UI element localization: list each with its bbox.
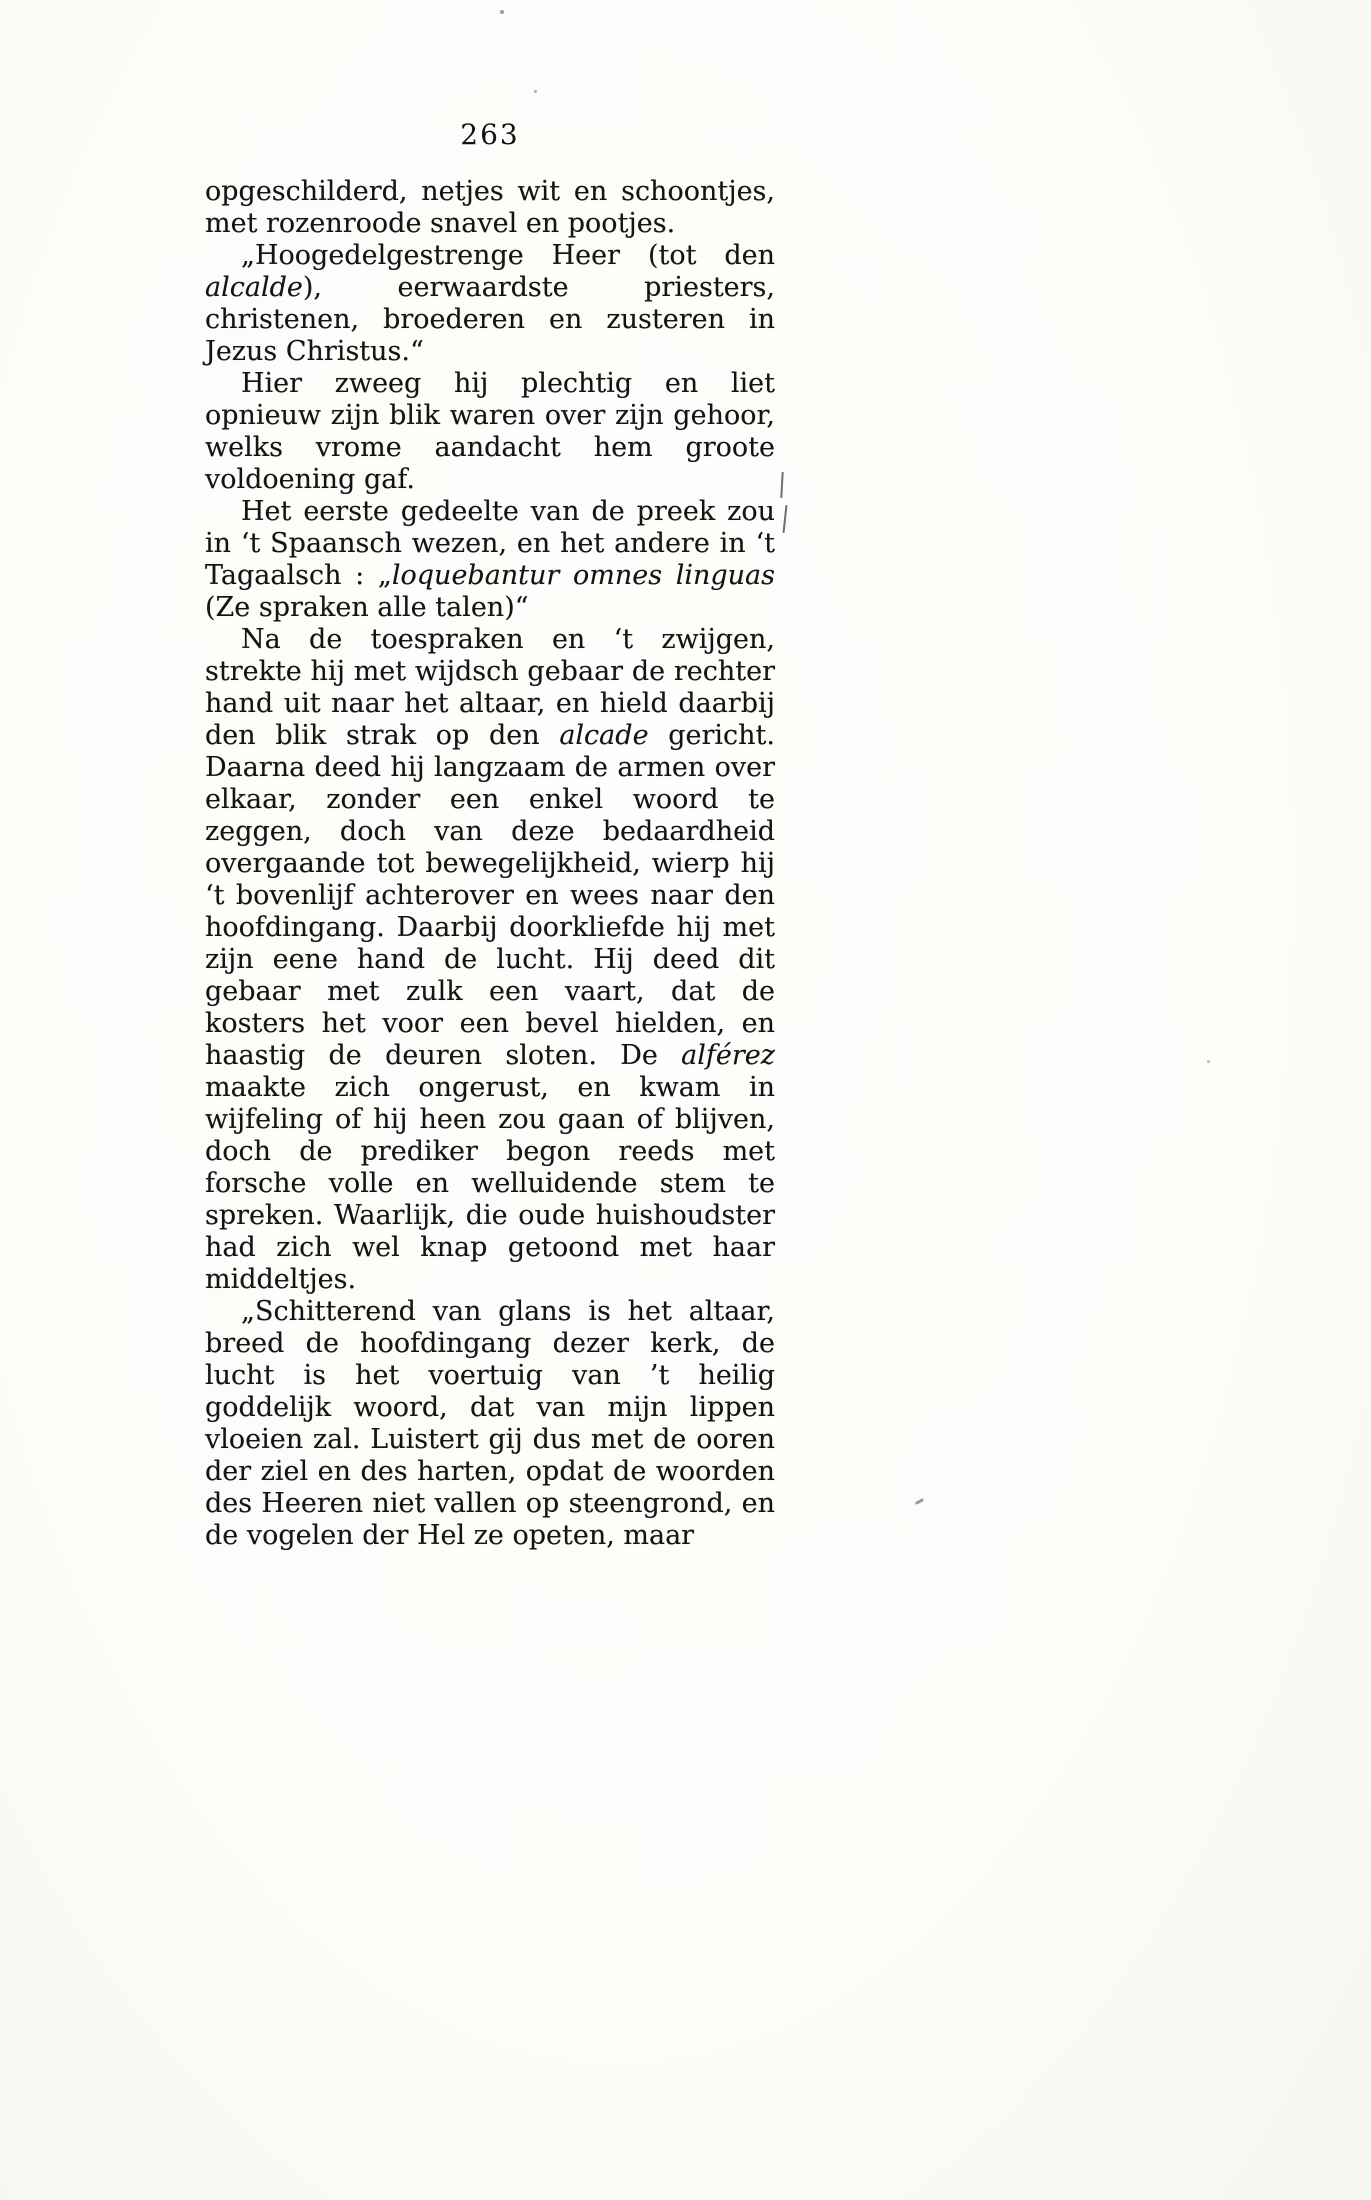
scan-artifact-speck: [534, 90, 537, 93]
italic-text-run: alférez: [681, 1040, 775, 1071]
scan-artifact-speck: [1207, 1060, 1210, 1063]
paragraph: [205, 240, 775, 368]
text-run: maakte zich ongerust, en kwam in wijfeling of hij heen zou gaan of blijven, doch de prediker begon reeds met forsche volle en welluidende stem te spreken. Waarlijk, die oude huishoudster had zich wel knap getoond met haar middeltjes.: [205, 1072, 775, 1295]
text-run: „Schitterend van glans is het altaar, breed de hoofdingang dezer kerk, de lucht is het voertuig van ’t heilig goddelijk woord, dat van mijn lippen vloeien zal. Luistert gij dus met de ooren der ziel en des harten, opdat de woorden des Heeren niet vallen op steengrond, en de vogelen der Hel ze opeten, maar: [205, 1296, 775, 1551]
italic-text-run: alcade: [559, 720, 649, 751]
scan-artifact-stroke: [780, 472, 783, 498]
italic-text-run: loquebantur omnes linguas: [391, 560, 775, 591]
paragraph: [205, 624, 775, 1296]
text-run: Na de toespraken en ‘t zwijgen, strekte hij met wijdsch gebaar de rechter hand uit naar het altaar, en hield daarbij den blik strak op den: [205, 624, 775, 751]
scan-artifact-stroke: [783, 505, 788, 533]
page-number: 263: [460, 118, 520, 151]
text-run: „Hoogedelgestrenge Heer (tot den: [241, 240, 775, 271]
text-run: gericht. Daarna deed hij langzaam de armen over elkaar, zonder een enkel woord te zeggen, doch van deze bedaardheid overgaande tot bewegelijkheid, wierp hij ‘t bovenlijf achterover en wees naar den hoofdingang. Daarbij doorkliefde hij met zijn eene hand de lucht. Hij deed dit gebaar met zulk een vaart, dat de kosters het voor een bevel hielden, en haastig de deuren sloten. De: [205, 720, 775, 1071]
text-run: opgeschilderd, netjes wit en schoontjes, met rozenroode snavel en pootjes.: [205, 176, 775, 239]
scan-artifact-speck: [500, 10, 504, 14]
scan-artifact-mark: [915, 1498, 924, 1505]
paragraph: [205, 1296, 775, 1552]
paragraph: [205, 368, 775, 496]
text-block: [205, 176, 775, 1552]
text-run: ), eerwaardste priesters, christenen, broederen en zusteren in Jezus Christus.“: [205, 272, 775, 367]
italic-text-run: alcalde: [205, 272, 303, 303]
text-run: Hier zweeg hij plechtig en liet opnieuw zijn blik waren over zijn gehoor, welks vrome aandacht hem groote voldoening gaf.: [205, 368, 775, 495]
text-run: Het eerste gedeelte van de preek zou in ‘t Spaansch wezen, en het andere in ‘t Tagaalsch : „: [205, 496, 775, 591]
text-run: (Ze spraken alle talen)“: [205, 592, 529, 623]
paragraph: [205, 496, 775, 624]
paragraph: [205, 176, 775, 240]
